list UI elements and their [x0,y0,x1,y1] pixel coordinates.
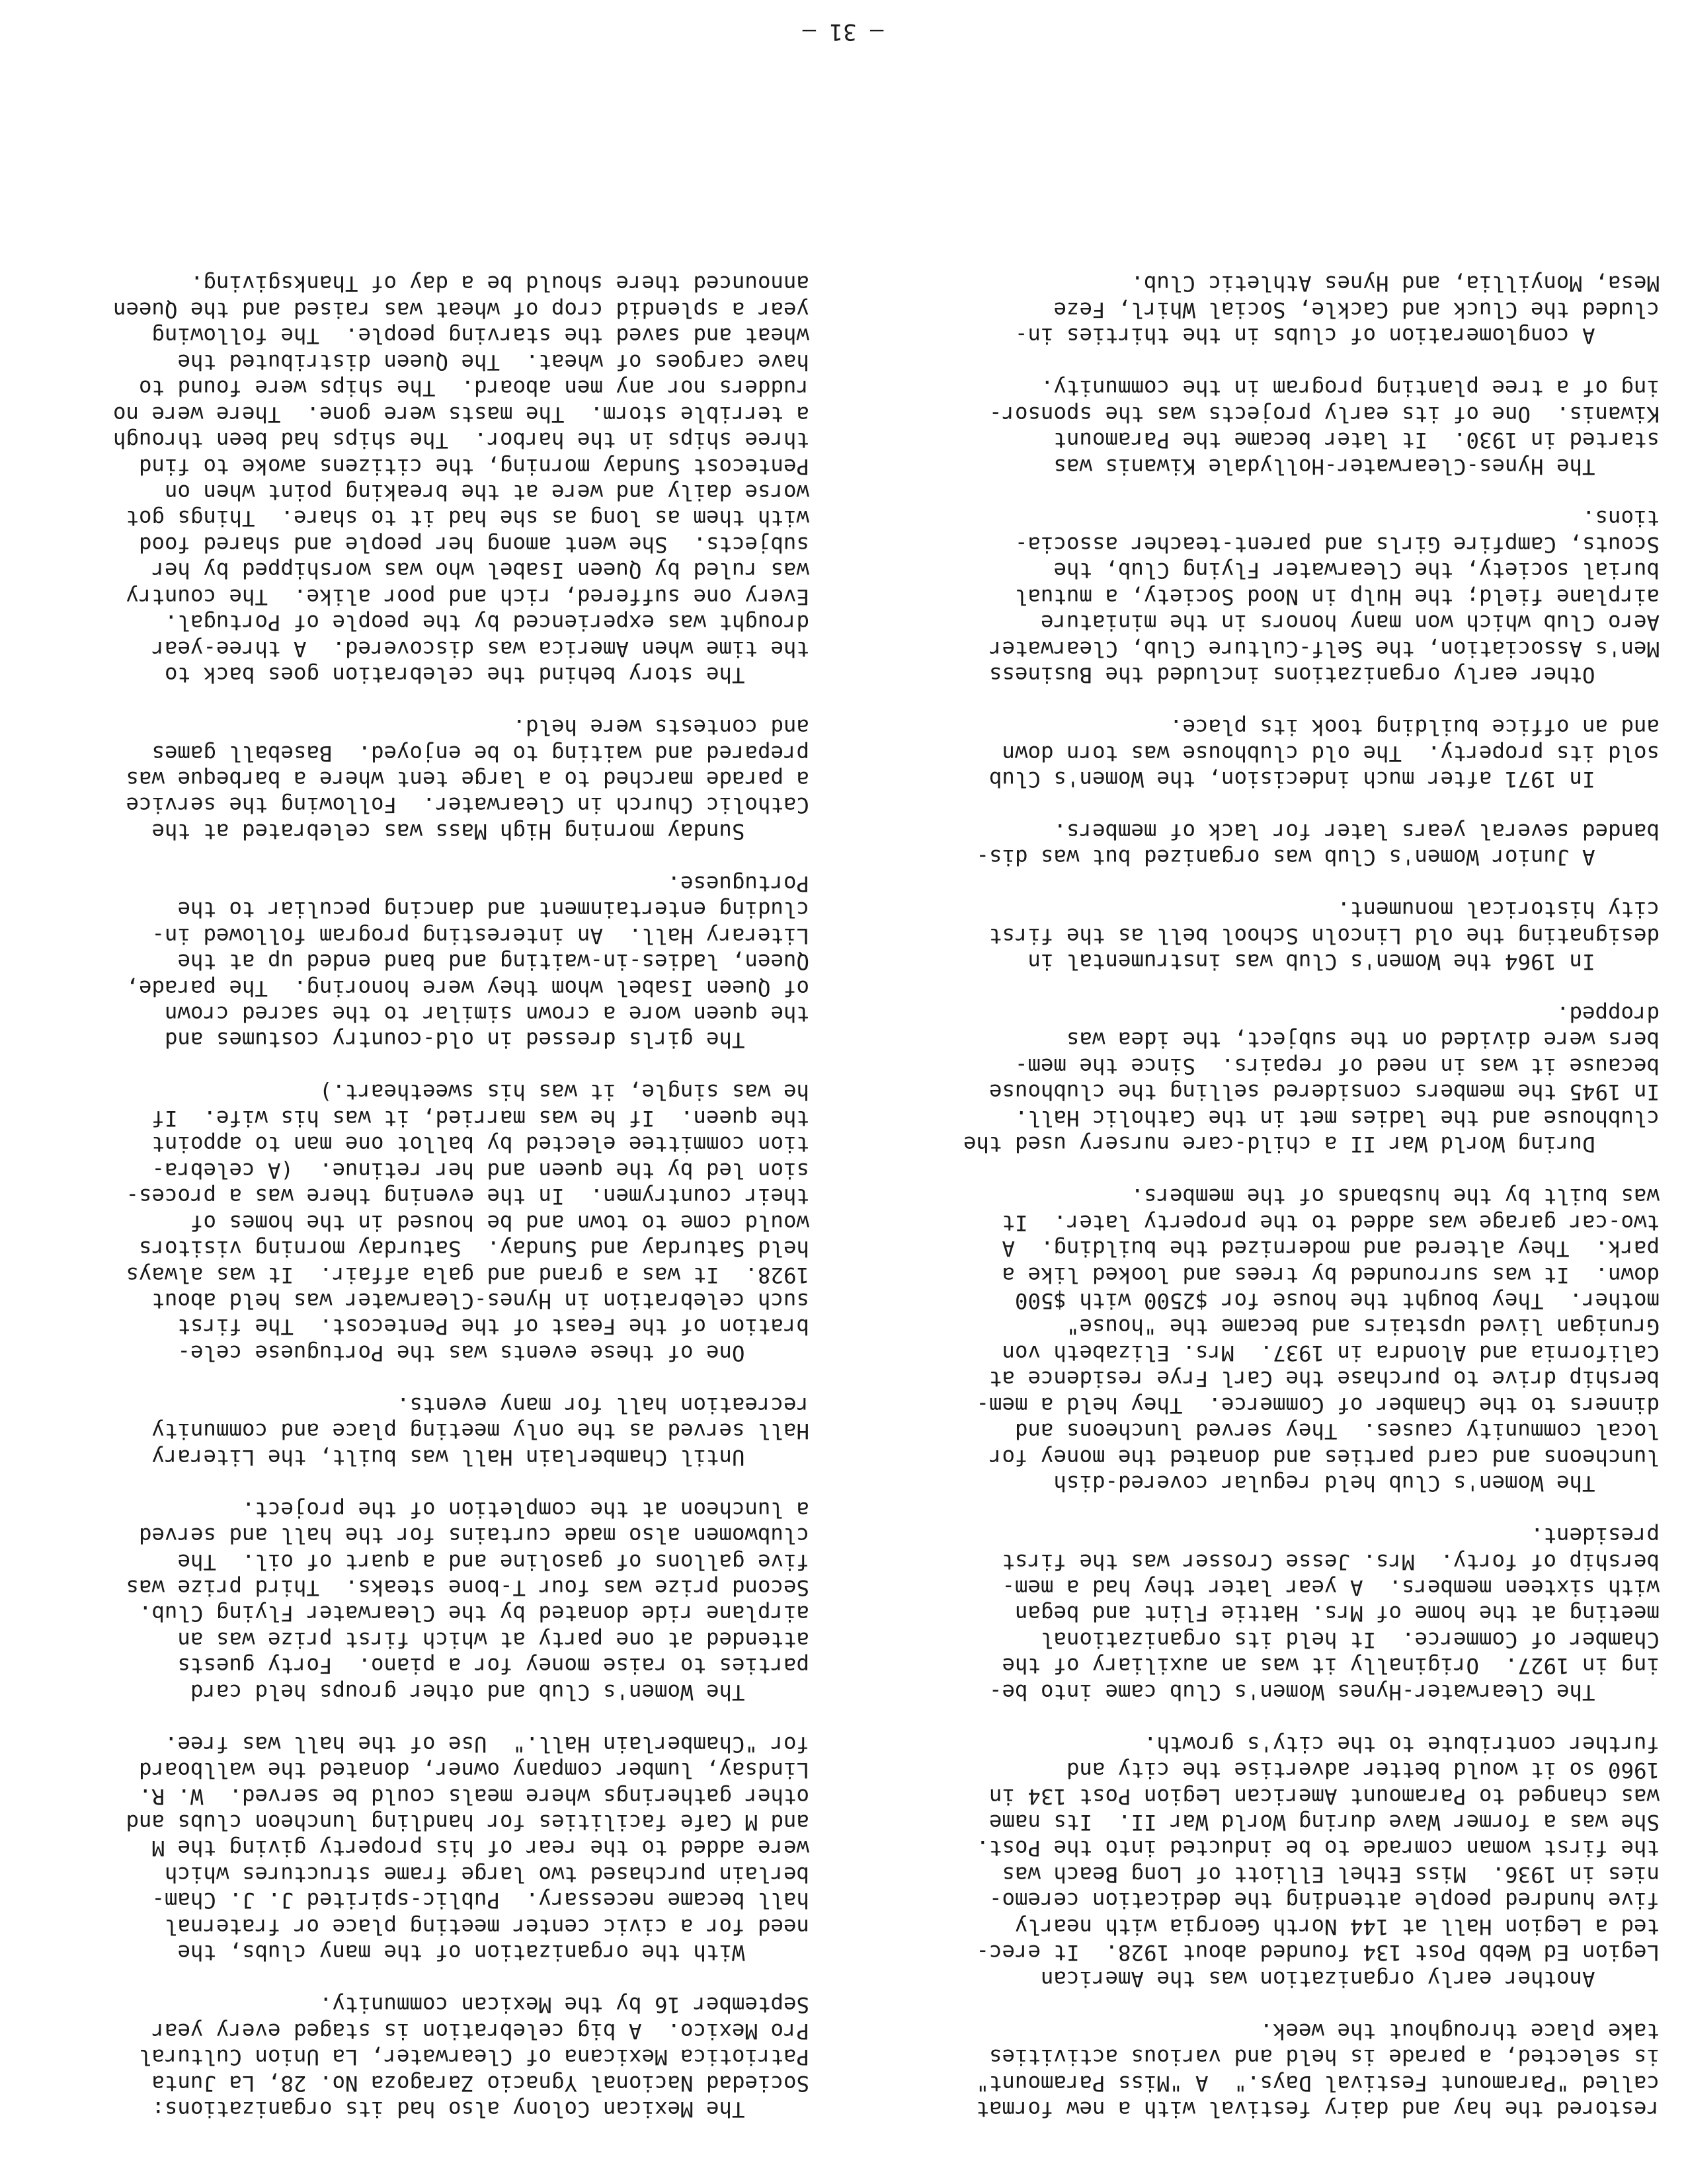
paragraph: Another early organization was the American Legion Ed Webb Post 134 founded about 1928. It erec- ted a Legion Hall at 144 North Georgia with nearly five hundred people attending the dedication ceremo- nies in 1936. Miss Ethel Elliott of Long Beach was the first woman comrade to be inducted into the Post. She was a former Wave during World War II. Its name was changed to Paramount American Legion Post 134 in 1960 so it would better advertise the city and further contribute to the city's growth. [976,1731,1660,1992]
paragraph: The Women's Club held regular covered-dish luncheons and card parties and donated the money for local community causes. They served luncheons and dinners to the Chamber of Commerce. They held a mem- bership drive to purchase the Carl Frye residence at California and Alondra in 1937. Mrs. Elizabeth von Grunigan lived upstairs and became the "house" mother. They bought the house for $2500 with $500 down. It was surrounded by trees and looked like a park. They altered and modernized the building. A two-car garage was added to the property later. It was built by the husbands of the members. [976,1184,1660,1497]
paragraph: In 1964 the Women's Club was instrumental in designating the old Lincoln School bell as the first city historical monument. [988,897,1660,975]
left-column [886,245,1660,2122]
paragraph: One of these events was the Portuguese cele- bration of the Feast of the Pentecost. The first such celebration in Hynes-Clearwater was held about 1928. It was a grand and gala affair. It was always held Saturday and Sunday. Saturday morning visitors would come to town and be housed in the homes of their countrymen. In the evening there was a proces- sion led by the queen and her retinue. (A celebra- tion committee elected by ballot one man to appoint the queen. If he was married, it was his wife. If he was single, it was his sweetheart.) [126,1079,809,1366]
paragraph: The Mexican Colony also had its organizations: Sociedad Nacional Ygnacio Zaragoza No. 28, La Junta Patriotica Mexicana of Clearwater, La Union Cultural Pro Mexico. A big celebration is staged every year September 16 by the Mexican community. [138,1992,809,2122]
paragraph: The story behind the celebration goes back to the time when America was discovered. A three-year drought was experienced by the people of Portugal. Every one suffered, rich and poor alike. The country was ruled by Queen Isabel who was worshipped by her subjects. She went among her people and shared food with them as long as she had it to share. Things got worse daily and were at the breaking point when on Pentecost Sunday morning, the citizens awoke to find three ships in the harbor. The ships had been through a terrible storm. The masts were gone. There were no rudders nor any men aboard. The ships were found to have cargoes of wheat. The Queen distributed the wheat and saved the starving people. The following year a splendid crop of wheat was raised and the Queen announced there should be a day of Thanksgiving. [112,271,809,688]
paragraph: The Hynes-Clearwater-Hollydale Kiwanis was started in 1930. It later became the Paramount Kiwanis. One of its early projects was the sponsor- ing of a tree planting program in the community. [988,375,1660,479]
paragraph: In 1971 after much indecision, the Women's Club sold its property. The old clubhouse was torn down and an office building took its place. [988,715,1660,792]
paragraph: During World War II a child-care nursery used the clubhouse and the ladies met in the Catholic Hall. In 1945 the members considered selling the clubhouse because it was in need of repairs. Since the mem- bers were divided on the subject, the idea was dropped. [963,1001,1660,1157]
page-number: — 31 — [802,19,884,45]
right-column [36,245,809,2123]
paragraph: A Junior Women's Club was organized but was dis- banded several years later for lack of members. [976,818,1660,871]
paragraph: With the organization of the many clubs, the need for a civic center meeting place or fraternal hall became necessary. Public-spirited J. J. Cham- berlain purchased two large frame structures which were added to the rear of his property giving the M and M Cafe facilities for handling luncheon clubs and other gatherings where meals could be served. W. R. Lindsay, lumber company owner, donated the wallboard for "Chamberlain Hall." Use of the hall was free. [126,1731,809,1966]
paragraph: The Clearwater-Hynes Women's Club came into be- ing in 1927. Originally it was an auxiliary of the Chamber of Commerce. It held its organizational meeting at the home of Mrs. Hattie Flint and began with sixteen members. A year later they had a mem- bership of forty. Mrs. Jesse Crosser was the first president. [988,1523,1660,1705]
paragraph: Other early organizations included the Business Men's Association, the Self-Culture Club, Clearwater Aero Club which won many honors in the miniature airplane field; the Hulp in Nood Society, a mutual burial society, the Clearwater Flying Club, the Scouts, Campfire Girls and parent-teacher associa- tions. [988,506,1660,688]
paragraph: A conglomeration of clubs in the thirties in- cluded the Cluck and Cackle, Social Whirl, Feze Mesa, Monyillia, and Hynes Athletic Club. [1014,271,1660,349]
paragraph: Sunday morning High Mass was celebrated at the Catholic Church in Clearwater. Following the service a parade marched to a large tent where a barbeque was prepared and waiting to be enjoyed. Baseball games and contests were held. [126,715,809,844]
paragraph: restored the hay and dairy festival with a new format called "Paramount Festival Days." A "Miss Paramount" is selected, a parade is held and various activities take place throughout the week. [976,2018,1660,2122]
paragraph: The girls dressed in old-country costumes and the queen wore a crown similar to the sacred crown of Queen Isabel whom they were honoring. The parade, Queen, ladies-in-waiting and band ended up at the Literary Hall. An interesting program followed in- cluding entertainment and dancing peculiar to the Portuguese. [126,871,809,1053]
paragraph: Until Chamberlain Hall was built, the Literary Hall served as the only meeting place and community recreation hall for many events. [151,1392,809,1470]
paragraph: The Women's Club and other groups held card parties to raise money for a piano. Forty guests attended at one party at which first prize was an airplane ride donated by the Clearwater Flying Club. Second prize was four T-bone steaks. Third prize was five gallons of gasoline and a quart of oil. The clubwomen also made curtains for the hall and served a luncheon at the completion of the project. [126,1497,809,1705]
